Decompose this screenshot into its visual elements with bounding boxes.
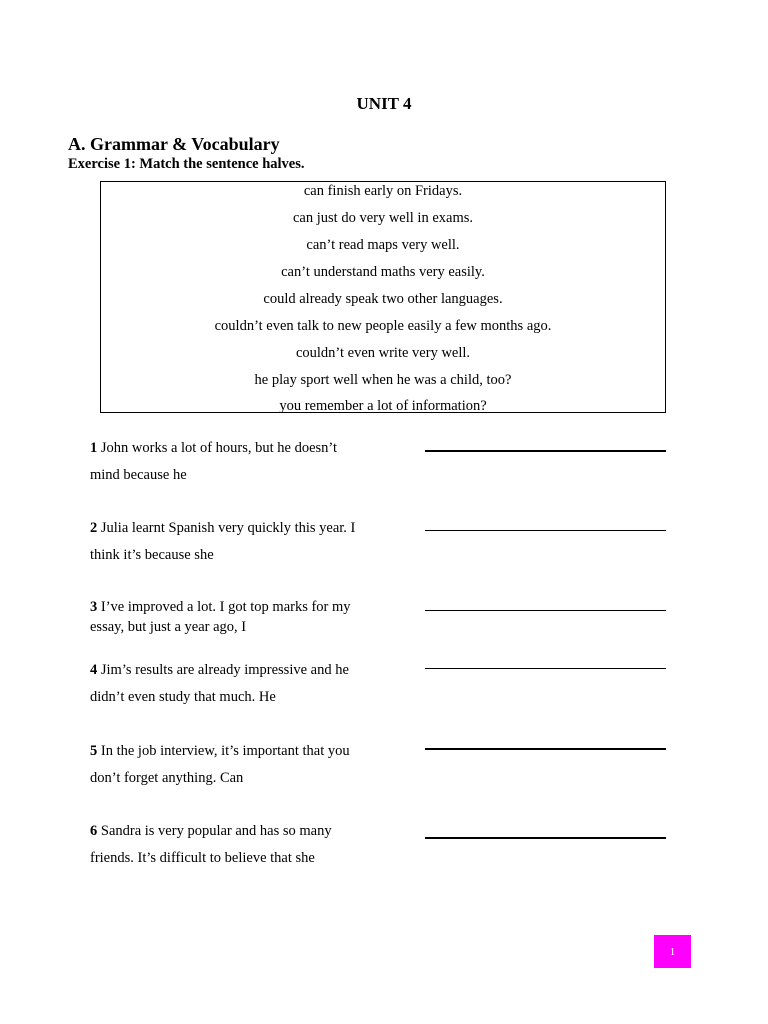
- answer-line-5[interactable]: [425, 748, 666, 750]
- sentence-endings-box: [100, 181, 666, 413]
- question-text-line-2: mind because he: [90, 467, 187, 483]
- sentence-ending: couldn’t even talk to new people easily a few months ago.: [214, 318, 552, 334]
- answer-line-2[interactable]: [425, 530, 666, 531]
- question-text-line-2: friends. It’s difficult to believe that she: [90, 850, 315, 866]
- sentence-ending: can’t understand maths very easily.: [281, 264, 485, 280]
- question-number: 6: [90, 823, 98, 839]
- question-text-line-1: Jim’s results are already impressive and he: [100, 662, 349, 678]
- question-number: 2: [90, 520, 98, 536]
- answer-line-4[interactable]: [425, 668, 666, 669]
- question-text-line-1: Sandra is very popular and has so many: [100, 823, 332, 839]
- question-text-line-2: think it’s because she: [90, 547, 214, 563]
- question-6: [90, 818, 380, 872]
- question-text-line-1: Julia learnt Spanish very quickly this year. I: [100, 520, 356, 536]
- question-number: 1: [90, 440, 98, 456]
- sentence-ending: you remember a lot of information?: [279, 398, 487, 414]
- question-2: [90, 515, 380, 569]
- question-text-line-2: essay, but just a year ago, I: [90, 619, 247, 635]
- answer-line-6[interactable]: [425, 837, 666, 839]
- question-3: [90, 597, 380, 637]
- unit-title: UNIT 4: [356, 94, 412, 113]
- question-text-line-2: didn’t even study that much. He: [90, 689, 276, 705]
- answer-line-1[interactable]: [425, 450, 666, 452]
- question-text-line-1: John works a lot of hours, but he doesn’t: [100, 440, 338, 456]
- exercise-title: Exercise 1: Match the sentence halves.: [68, 156, 305, 172]
- sentence-ending: can finish early on Fridays.: [303, 183, 463, 199]
- page-number: 1: [669, 945, 676, 958]
- answer-line-3[interactable]: [425, 610, 666, 611]
- sentence-ending: can’t read maps very well.: [306, 237, 460, 253]
- question-5: [90, 738, 380, 792]
- question-text-line-2: don’t forget anything. Can: [90, 770, 244, 786]
- sentence-ending: he play sport well when he was a child, too?: [254, 372, 512, 388]
- question-1: [90, 435, 380, 489]
- sentence-ending: could already speak two other languages.: [263, 291, 503, 307]
- question-text-line-1: I’ve improved a lot. I got top marks for my: [100, 599, 351, 615]
- question-number: 5: [90, 743, 98, 759]
- question-number: 3: [90, 599, 98, 615]
- sentence-ending: couldn’t even write very well.: [295, 345, 471, 361]
- section-heading: A. Grammar & Vocabulary: [68, 134, 280, 154]
- page-number-badge: [654, 935, 691, 968]
- question-4: [90, 657, 380, 711]
- sentence-ending: can just do very well in exams.: [293, 210, 473, 226]
- question-number: 4: [90, 662, 98, 678]
- question-text-line-1: In the job interview, it’s important that you: [100, 743, 350, 759]
